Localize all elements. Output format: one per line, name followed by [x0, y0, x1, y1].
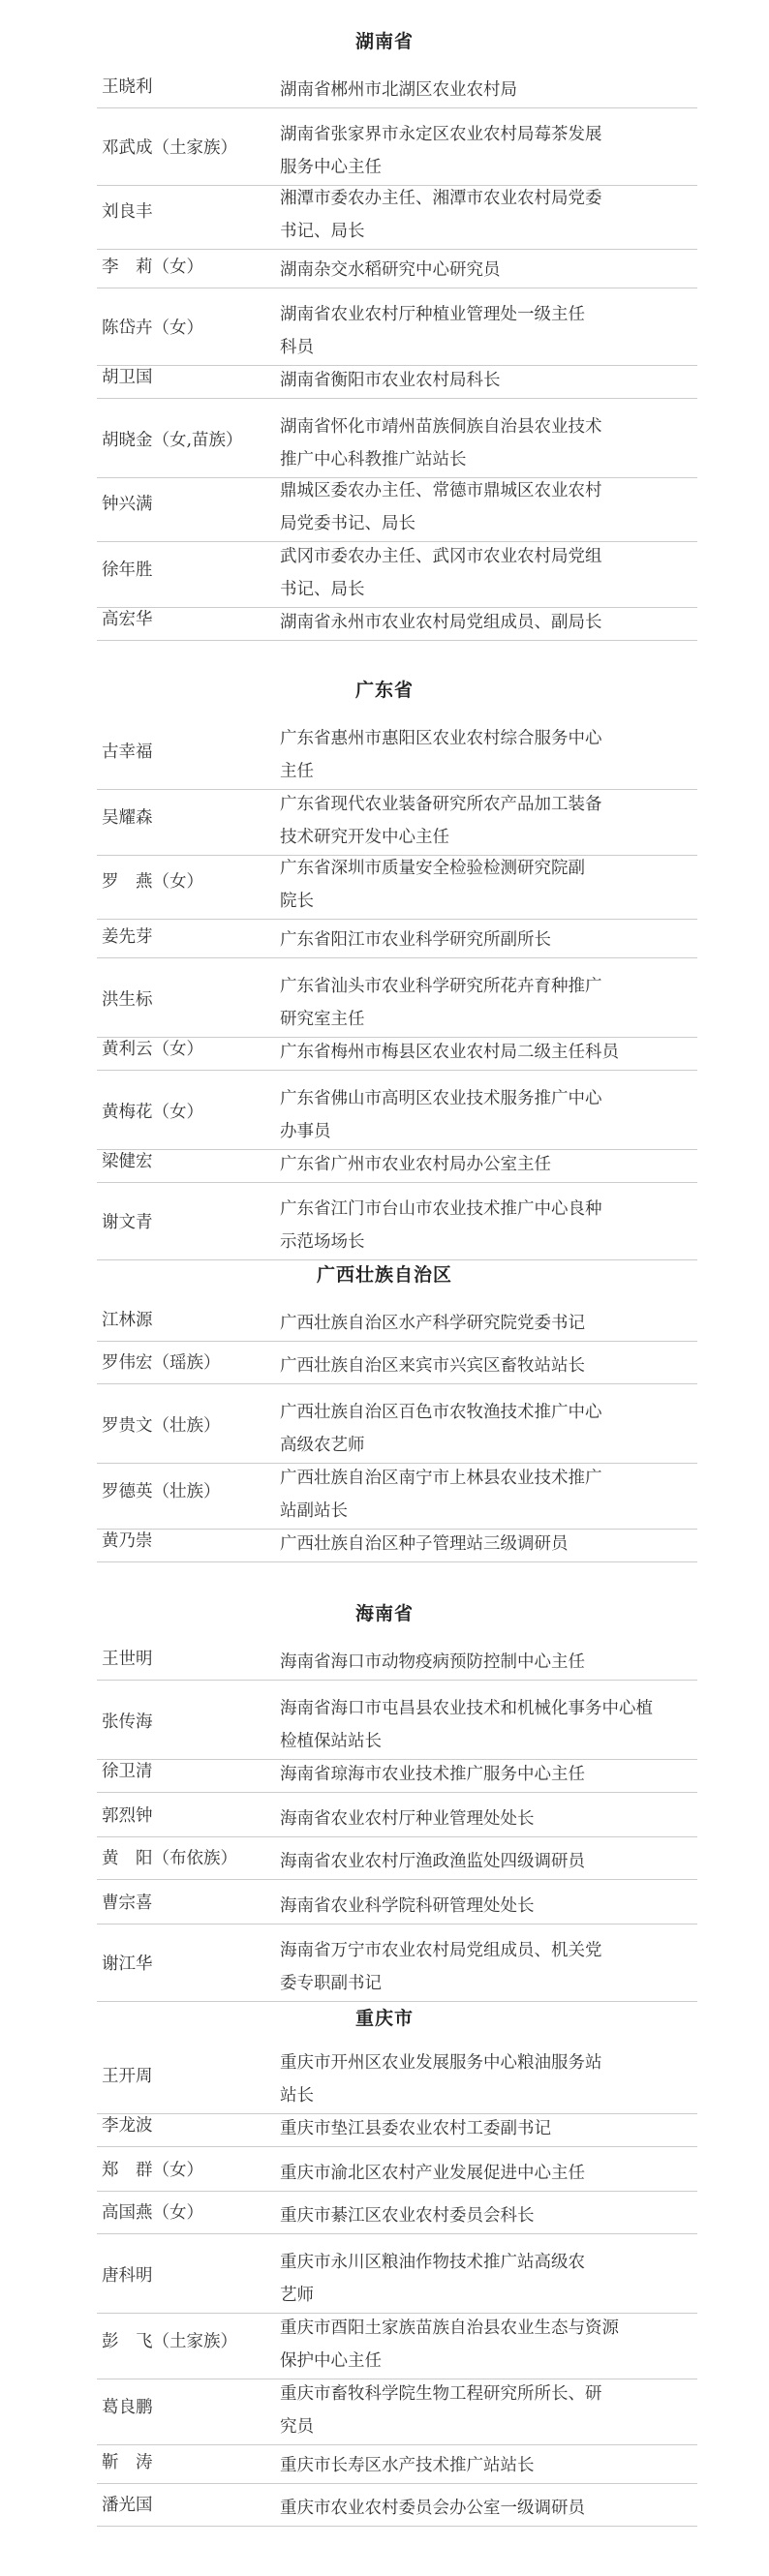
row-divider [97, 957, 697, 958]
affiliation-line: 广东省阳江市农业科学研究所副所长 [280, 930, 551, 950]
person-name: 黄梅花（女） [102, 1103, 203, 1122]
affiliation-line: 推广中心科教推广站站长 [280, 450, 467, 470]
person-affiliation [280, 2492, 687, 2525]
affiliation-line: 主任 [280, 762, 314, 781]
row-divider [97, 1561, 697, 1562]
affiliation-line: 广西壮族自治区南宁市上林县农业技术推广 [280, 1469, 602, 1488]
affiliation-line: 海南省琼海市农业技术推广服务中心主任 [280, 1765, 585, 1784]
row-divider [97, 1383, 697, 1384]
person-affiliation [280, 298, 687, 364]
person-affiliation [280, 1803, 687, 1835]
person-name: 王晓利 [102, 77, 153, 97]
row-divider [97, 2146, 697, 2147]
affiliation-line: 广西壮族自治区百色市农牧渔技术推广中心 [280, 1403, 602, 1422]
person-affiliation [280, 2449, 687, 2482]
affiliation-line: 海南省万宁市农业农村局党组成员、机关党 [280, 1941, 602, 1960]
person-affiliation [280, 540, 687, 606]
affiliation-line: 重庆市渝北区农村产业发展促进中心主任 [280, 2164, 585, 2183]
affiliation-line: 广东省汕头市农业科学研究所花卉育种推广 [280, 977, 602, 996]
person-name: 王世明 [102, 1650, 153, 1669]
row-divider [97, 1792, 697, 1793]
person-name: 谢江华 [102, 1955, 153, 1974]
person-affiliation [280, 2112, 687, 2145]
affiliation-line: 局党委书记、局长 [280, 514, 415, 533]
person-name: 谢文青 [102, 1213, 153, 1232]
person-affiliation [280, 606, 687, 639]
affiliation-line: 海南省农业农村厅种业管理处处长 [280, 1809, 535, 1829]
affiliation-line: 技术研究开发中心主任 [280, 828, 449, 847]
person-affiliation [280, 2157, 687, 2190]
person-affiliation [280, 924, 687, 956]
affiliation-line: 书记、局长 [280, 222, 365, 241]
affiliation-line: 广西壮族自治区种子管理站三级调研员 [280, 1534, 569, 1554]
affiliation-line: 湖南省永州市农业农村局党组成员、副局长 [280, 613, 602, 632]
affiliation-line: 办事员 [280, 1122, 331, 1141]
affiliation-line: 鼎城区委农办主任、常德市鼎城区农业农村 [280, 481, 602, 500]
person-name: 高国燕（女） [102, 2203, 203, 2223]
person-name: 王开周 [102, 2067, 153, 2086]
person-name: 李龙波 [102, 2116, 153, 2136]
person-affiliation [280, 2199, 687, 2232]
affiliation-line: 站长 [280, 2086, 314, 2106]
person-name: 靳 涛 [102, 2453, 153, 2472]
row-divider [97, 2483, 697, 2484]
person-affiliation [280, 410, 687, 476]
affiliation-line: 湖南省郴州市北湖区农业农村局 [280, 80, 517, 100]
row-divider [97, 1182, 697, 1183]
person-name: 古幸福 [102, 742, 153, 762]
affiliation-line: 重庆市农业农村委员会办公室一级调研员 [280, 2499, 585, 2518]
row-divider [97, 1680, 697, 1681]
person-name: 罗德英（壮族） [102, 1482, 221, 1501]
person-name: 彭 飞（土家族） [102, 2332, 237, 2351]
person-affiliation [280, 1692, 687, 1758]
affiliation-line: 艺师 [280, 2286, 314, 2305]
person-name: 钟兴满 [102, 495, 153, 514]
affiliation-line: 重庆市长寿区水产技术推广站站长 [280, 2456, 535, 2475]
person-name: 罗贵文（壮族） [102, 1416, 221, 1436]
section-title: 重庆市 [354, 2008, 414, 2029]
affiliation-line: 书记、局长 [280, 580, 365, 599]
affiliation-line: 广西壮族自治区水产科学研究院党委书记 [280, 1314, 585, 1333]
person-affiliation [280, 1148, 687, 1181]
affiliation-line: 广东省深圳市质量安全检验检测研究院副 [280, 859, 585, 878]
person-name: 徐卫清 [102, 1762, 153, 1781]
person-affiliation [280, 852, 687, 918]
person-name: 李 莉（女） [102, 258, 203, 277]
section-title: 广西壮族自治区 [316, 1264, 452, 1286]
row-divider [97, 2191, 697, 2192]
affiliation-line: 检植保站站长 [280, 1732, 382, 1751]
person-affiliation [280, 1036, 687, 1069]
person-affiliation [280, 1845, 687, 1878]
affiliation-line: 院长 [280, 892, 314, 911]
person-affiliation [280, 118, 687, 184]
person-name: 葛良鹏 [102, 2398, 153, 2417]
affiliation-line: 重庆市酉阳土家族苗族自治县农业生态与资源 [280, 2318, 619, 2338]
person-affiliation [280, 2246, 687, 2312]
affiliation-line: 广东省广州市农业农村局办公室主任 [280, 1155, 551, 1174]
person-affiliation [280, 722, 687, 788]
person-name: 胡晓金（女,苗族） [102, 431, 243, 450]
affiliation-line: 保护中心主任 [280, 2351, 382, 2371]
affiliation-line: 服务中心主任 [280, 158, 382, 177]
person-affiliation [280, 1396, 687, 1462]
person-name: 黄利云（女） [102, 1040, 203, 1059]
affiliation-line: 海南省海口市屯昌县农业技术和机械化事务中心植 [280, 1699, 653, 1718]
affiliation-line: 广西壮族自治区来宾市兴宾区畜牧站站长 [280, 1356, 585, 1376]
person-name: 潘光国 [102, 2496, 153, 2515]
person-name: 吴耀森 [102, 808, 153, 828]
person-affiliation [280, 2312, 687, 2378]
person-affiliation [280, 1082, 687, 1148]
affiliation-line: 重庆市畜牧科学院生物工程研究所所长、研 [280, 2384, 602, 2404]
affiliation-line: 重庆市开州区农业发展服务中心粮油服务站 [280, 2053, 602, 2073]
row-divider [97, 107, 697, 108]
row-divider [97, 1836, 697, 1837]
affiliation-line: 高级农艺师 [280, 1436, 365, 1455]
affiliation-line: 湖南杂交水稻研究中心研究员 [280, 260, 501, 280]
section-title: 湖南省 [354, 31, 414, 52]
person-affiliation [280, 254, 687, 287]
person-affiliation [280, 1462, 687, 1528]
person-affiliation [280, 74, 687, 106]
person-affiliation [280, 1646, 687, 1679]
person-name: 黄 阳（布依族） [102, 1849, 237, 1868]
affiliation-line: 研究室主任 [280, 1010, 365, 1029]
affiliation-line: 科员 [280, 338, 314, 357]
affiliation-line: 广东省佛山市高明区农业技术服务推广中心 [280, 1089, 602, 1108]
person-affiliation [280, 182, 687, 248]
person-name: 徐年胜 [102, 561, 153, 580]
person-name: 罗 燕（女） [102, 872, 203, 892]
row-divider [97, 398, 697, 399]
person-affiliation [280, 1193, 687, 1258]
row-divider [97, 2526, 697, 2527]
row-divider [97, 2001, 697, 2002]
person-name: 胡卫国 [102, 368, 153, 387]
person-name: 邓武成（土家族） [102, 138, 237, 158]
affiliation-line: 究员 [280, 2417, 314, 2437]
person-name: 刘良丰 [102, 202, 153, 222]
affiliation-line: 重庆市永川区粮油作物技术推广站高级农 [280, 2253, 585, 2272]
affiliation-line: 重庆市綦江区农业农村委员会科长 [280, 2206, 535, 2226]
affiliation-line: 广东省江门市台山市农业技术推广中心良种 [280, 1199, 602, 1219]
affiliation-line: 示范场场长 [280, 1232, 365, 1252]
person-name: 黄乃崇 [102, 1531, 153, 1551]
person-name: 唐科明 [102, 2266, 153, 2286]
affiliation-line: 重庆市垫江县委农业农村工委副书记 [280, 2119, 551, 2138]
person-affiliation [280, 1349, 687, 1382]
person-affiliation [280, 1758, 687, 1791]
affiliation-line: 广东省惠州市惠阳区农业农村综合服务中心 [280, 729, 602, 748]
affiliation-line: 海南省农业农村厅渔政渔监处四级调研员 [280, 1852, 585, 1871]
row-divider [97, 1879, 697, 1880]
person-name: 梁健宏 [102, 1152, 153, 1171]
person-name: 曹宗喜 [102, 1894, 153, 1913]
person-affiliation [280, 1307, 687, 1340]
row-divider [97, 1070, 697, 1071]
person-name: 陈岱卉（女） [102, 318, 203, 338]
affiliation-line: 湖南省怀化市靖州苗族侗族自治县农业技术 [280, 417, 602, 437]
affiliation-line: 湖南省衡阳市农业农村局科长 [280, 371, 501, 390]
person-name: 高宏华 [102, 610, 153, 629]
affiliation-line: 委专职副书记 [280, 1974, 382, 1993]
person-name: 罗伟宏（瑶族） [102, 1353, 221, 1373]
row-divider [97, 249, 697, 250]
person-affiliation [280, 364, 687, 397]
section-title: 海南省 [354, 1603, 414, 1624]
person-name: 姜先芽 [102, 927, 153, 947]
row-divider [97, 2444, 697, 2445]
affiliation-line: 湖南省农业农村厅种植业管理处一级主任 [280, 305, 585, 324]
person-name: 江林源 [102, 1311, 153, 1330]
affiliation-line: 海南省海口市动物疫病预防控制中心主任 [280, 1652, 585, 1672]
person-affiliation [280, 1890, 687, 1923]
affiliation-line: 站副站长 [280, 1501, 348, 1521]
row-divider [97, 2233, 697, 2234]
row-divider [97, 1341, 697, 1342]
person-affiliation [280, 1934, 687, 2000]
section-title: 广东省 [354, 680, 414, 701]
person-affiliation [280, 474, 687, 540]
person-name: 郑 群（女） [102, 2161, 203, 2180]
person-name: 张传海 [102, 1712, 153, 1732]
person-affiliation [280, 2046, 687, 2112]
person-affiliation [280, 1528, 687, 1561]
affiliation-line: 广东省梅州市梅县区农业农村局二级主任科员 [280, 1043, 619, 1062]
person-affiliation [280, 970, 687, 1036]
affiliation-line: 武冈市委农办主任、武冈市农业农村局党组 [280, 547, 602, 566]
row-divider [97, 919, 697, 920]
affiliation-line: 湖南省张家界市永定区农业农村局莓茶发展 [280, 125, 602, 144]
person-affiliation [280, 2378, 687, 2443]
person-name: 洪生标 [102, 990, 153, 1010]
affiliation-line: 海南省农业科学院科研管理处处长 [280, 1896, 535, 1916]
person-name: 郭烈钟 [102, 1806, 153, 1826]
row-divider [97, 640, 697, 641]
person-affiliation [280, 788, 687, 854]
affiliation-line: 湘潭市委农办主任、湘潭市农业农村局党委 [280, 189, 602, 208]
affiliation-line: 广东省现代农业装备研究所农产品加工装备 [280, 795, 602, 814]
